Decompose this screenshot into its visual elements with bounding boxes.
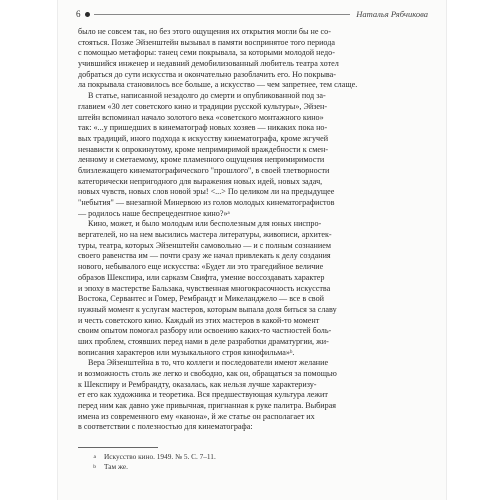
body-line: ла покрывала становилось все больше, а искусство — чем запретнее, тем слаще. xyxy=(78,80,358,90)
body-line: и эпоху в мастерстве Бальзака, чувственная многокрасочность искусства xyxy=(78,283,331,293)
page-number: 6 xyxy=(76,9,81,19)
body-line: образов Шекспира, или сарказм Свифта, умение воссоздавать характер xyxy=(78,272,325,282)
body-line: ненависти к опрокинутому, кроме непримиримой вражде́бности к смен- xyxy=(78,144,329,154)
page-header xyxy=(76,6,428,22)
body-line: — родилось наше беспрецедентное кино?»ᵃ xyxy=(78,208,230,218)
body-line: так: «...у пришедших в кинематограф новых хозяев — никаких пока но- xyxy=(78,123,328,133)
body-line: имена из современного ему «канона», й же статье он располагает их xyxy=(78,411,315,421)
body-line: близлежащего кинематографического "прошлого", в своей тлетворности xyxy=(78,165,330,175)
footnote xyxy=(78,462,428,472)
body-line: своего равенства им — почти сразу же начал привлекать к делу создания xyxy=(78,251,331,261)
footnotes xyxy=(78,452,428,472)
body-line: перед ним как давно уже привычная, пригнанная к руке палитра. Выбирая xyxy=(78,401,337,411)
book-page xyxy=(58,0,446,500)
body-line: ших проблем, стоявших перед нами в деле разработки драматургии, жи- xyxy=(78,336,329,346)
bullet-dot-icon xyxy=(85,12,90,17)
body-line: "небытия" — внезапной Минервою из голов молодых кинематографистов xyxy=(78,198,335,207)
body-line: главием «30 лет советского кино и традиции русской культуры», Эйзен- xyxy=(78,101,328,111)
body-line: категорически непригодного для выражения новых идей, новых задач, xyxy=(78,176,323,186)
body-line: своим опытом помогал разбору или освоению каких-то частностей боль- xyxy=(78,326,332,336)
body-line: новых чувств, новых слов новой эры! <...> По целиком ли на предыдущее xyxy=(78,187,335,197)
header-rule xyxy=(94,14,351,15)
footnote-mark: a xyxy=(93,454,96,460)
body-line: штейн вспоминал начало золотого века «советского монтажного кино» xyxy=(78,112,324,122)
body-line: в соответствии с полезностью для кинематографа: xyxy=(78,422,253,432)
body-line: Востока, Сервантес и Гомер, Рембрандт и Микеланджело — все в свой xyxy=(78,294,324,304)
footnote xyxy=(78,452,428,462)
body-line: добраться до сути искусства и окончательно разоблачить его. Но покрыва- xyxy=(78,69,336,79)
body-line: Вера Эйзенштейна в то, что коллеги и последователи имеют желание xyxy=(88,358,329,368)
body-text xyxy=(78,27,428,433)
footnote-mark: b xyxy=(93,464,96,470)
body-line: к Шекспиру и Рембрандту, оказалась, как нельзя лучше характеризу- xyxy=(78,379,317,389)
footnote-text: Искусство кино. 1949. № 5. С. 7–11. xyxy=(104,452,216,461)
body-line: и честь советского кино. Каждый из этих мастеров в какой-то момент xyxy=(78,315,320,325)
body-line: В статье, написанной незадолго до смерти и опубликованной под за- xyxy=(88,91,326,101)
body-line: нового, небывалого еще искусства: «Будет ли это трагедийное величие xyxy=(78,262,324,272)
body-line: ленному и сметаемому, кроме пламенного ощущения непримиримости xyxy=(78,155,325,165)
body-line: и возможность столь же легко и свободно, как он, обращаться за помощью xyxy=(78,369,337,378)
body-line: было не совсем так, но без этого ощущения их открытия могли бы не со- xyxy=(78,27,331,36)
body-line: вописания характеров или музыкального строя кинофильма»ᵇ. xyxy=(78,347,295,357)
body-line: Кино, может, и было молодым или беспoлезным для юных ниспро- xyxy=(88,219,322,229)
body-line: нужный момент к услугам мастеров, которым выпала доля биться за славу xyxy=(78,304,337,314)
body-line: стояться. Позже Эйзенштейн вызывал в памяти воспринятое того периода xyxy=(78,37,335,47)
running-head: Наталья Рябчикова xyxy=(356,9,428,19)
body-line: туры, театра, которых Эйзенштейн самовольно — и с полным сознанием xyxy=(78,240,331,250)
body-line: вергателей, но на нем высились мастера литературы, живописи, архитек- xyxy=(78,230,332,240)
body-line: вых традиций, иного подхода к искусству кинематографа, кроме жгучей xyxy=(78,133,329,143)
footnote-text: Там же. xyxy=(104,462,128,471)
body-line: с помощью метафоры: танец семи покрывала, за которыми молодой недо- xyxy=(78,48,335,58)
body-line: ет его как художника и теоретика. Вся предшествующая культура лежит xyxy=(78,390,328,400)
footnote-rule xyxy=(78,447,158,448)
body-line: учившийся инженер и недавний демобилизованный любитель театра хотел xyxy=(78,59,339,69)
